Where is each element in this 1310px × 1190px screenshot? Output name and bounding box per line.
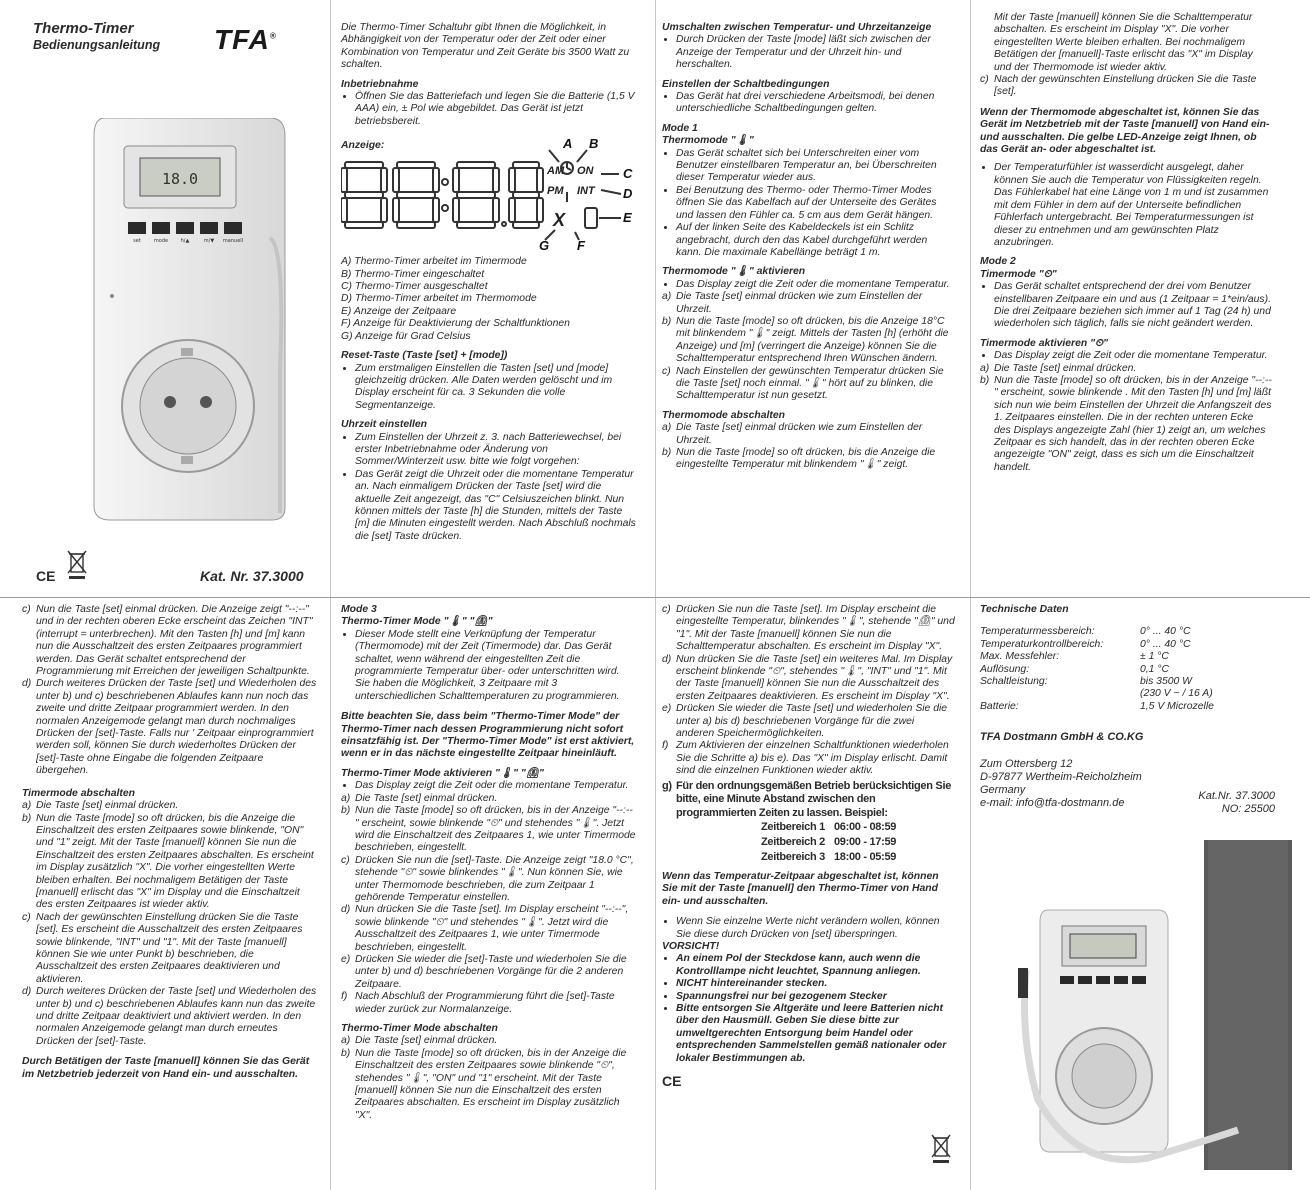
column-divider: [330, 598, 331, 1190]
step-item: a) Die Taste [set] einmal drücken.: [22, 800, 179, 812]
column-divider: [330, 0, 331, 597]
tt-akt-intro: • Das Display zeigt die Zeit oder die momentane Temperatur.: [355, 780, 636, 792]
product-title: Thermo-Timer: [33, 20, 134, 37]
step-item: a) Die Taste [set] einmal drücken.: [341, 1035, 498, 1047]
mode1-column: [662, 22, 954, 472]
svg-text:h/▲: h/▲: [180, 238, 190, 244]
weee-bin-icon: [66, 548, 88, 580]
thermo-item: • Auf der linken Seite des Kabeldeckels ist ein Schlitz angebracht, durch den das Kabel durchgeführt werden kann. Die maximale Kabellänge beträgt 1 m.: [676, 222, 954, 259]
timer-item: • Das Gerät schaltet entsprechend der drei vom Benutzer einstellbaren Zeitpaare ein und aus (1 Zeitpaar = 1*ein/aus). Die drei Zeitpaare beziehen sich immer auf 1 Tag (24 h) und wiederholen sich täglich, falls sie nicht geändert werden.: [994, 281, 1272, 331]
tt-manuell-note: Wenn das Temperatur-Zeitpaar abgeschaltet ist, können Sie mit der Taste [manuell] den Thermo-Timer von Hand ein- und ausschalten.: [662, 870, 939, 907]
heading-timer-abschalten: Timermode abschalten: [22, 787, 135, 799]
step-item: b) Nun die Taste [mode] so oft drücken, bis in der Anzeige "--:--" erscheint, sowie blinkende "⏲" und stehendes "🌡". Jetzt wird die Einschaltzeit des Zeitpaares 1, wie unter Timermode beschrieben, eingestellt.: [341, 805, 636, 854]
heading-inbetriebnahme: Inbetriebnahme: [341, 78, 419, 90]
title-block: [33, 20, 160, 52]
product-no: NO: 25500: [1221, 803, 1275, 815]
ce-mark-bottom: CE: [662, 1073, 682, 1089]
step-item: f) Zum Aktivieren der einzelnen Schaltfunktionen wiederholen Sie die Schritte a) bis e). Das "X" im Display erlischt. Damit sind die einzelnen Funktionen wieder aktiv.: [662, 740, 949, 777]
display-legend: [341, 256, 638, 343]
step-item: b) Nun die Taste [mode] so oft drücken, bis die Anzeige die Einschaltzeit des ersten Zeitpaares sowie blinkende, "ON" und "1" zeigt. Mit der Taste [manuell] können Sie nun die Einschaltzeit des ersten Zeitpaares abschalten. Es erscheint im Display zusätzlich "X". Die vorher eingestellten Werte bleiben erhalten. Bei nochmaligem Betätigen der Taste [manuell] erlischt das "X" im Display und die Einschaltzeit des ersten Zeitpaares ist wieder aktiv.: [22, 812, 314, 911]
legend-item: G) Anzeige für Grad Celsius: [341, 330, 471, 342]
umschalten-item: • Durch Drücken der Taste [mode] läßt sich zwischen der Anzeige der Temperatur und der Uhrzeit hin- und herschalten.: [676, 34, 954, 71]
heading-uhrzeit: Uhrzeit einstellen: [341, 419, 428, 431]
legend-item: C) Thermo-Timer ausgeschaltet: [341, 281, 488, 293]
heading-thermo-timer: Thermo-Timer Mode "🌡" "⏲": [341, 616, 493, 628]
step-item: c) Drücken Sie nun die [set]-Taste. Die Anzeige zeigt "18.0 °C", stehende "⏲" sowie blinkendes "🌡". Nun können Sie, wie unter Thermomode beschrieben, die zum Zeitpaar 1 gehörende Temperatur einstellen.: [341, 854, 634, 903]
thermo-manuell-text: Mit der Taste [manuell] können Sie die Schalttemperatur abschalten. Es erscheint im Display "X". Die vorher eingestellten Werte bleiben erhalten. Bei nochmaligem Betätigen der [manuell]-Taste erlischt das "X" im Display und der Thermomode ist wieder aktiv.: [994, 12, 1253, 73]
werte-item: • Wenn Sie einzelne Werte nicht verändern wollen, können Sie diese durch Drücken von [set] überspringen.: [676, 916, 955, 941]
thermo-akt-intro: • Das Display zeigt die Zeit oder die momentane Temperatur.: [676, 279, 954, 291]
table-row: Auflösung: 0,1 °C: [980, 663, 1169, 675]
heading-thermo-abschalten: Thermomode abschalten: [662, 409, 785, 421]
step-item: e) Drücken Sie wieder die Taste [set] und wiederholen Sie die unter a) bis d) beschriebenen Vorgänge für die zwei anderen Speichermöglichkeiten.: [662, 703, 948, 740]
label-b: B: [589, 136, 599, 152]
x-indicator: X: [553, 210, 566, 231]
timer-akt-intro: • Das Display zeigt die Zeit oder die momentane Temperatur.: [994, 350, 1272, 362]
thermo-bold-note: Wenn der Thermomode abgeschaltet ist, können Sie das Gerät im Netzbetrieb mit der Taste [manuell] von Hand ein- und ausschalten. Die gelbe LED-Anzeige zeigt Ihnen, ob das Gerät an- oder abgeschaltet ist.: [980, 106, 1270, 156]
step-item: c) Nach Einstellen der gewünschten Temperatur drücken Sie die Taste [set] noch einmal. "🌡" hört auf zu blinken, die Schalttemperatur ist nun gesetzt.: [662, 365, 944, 402]
fuehler-item: • Der Temperaturfühler ist wasserdicht ausgelegt, daher können Sie auch die Temperatur von Flüssigkeiten regeln. Das Fühlerkabel hat eine Länge von 1 m und ist zusammen mit dem Fühler in dem auf der Unterseite befindlichen Fühlerfach untergebracht. Bei Temperaturmessungen ist dieser zu entnehmen und am gewünschten Platz anzubringen.: [994, 162, 1272, 249]
table-row: Temperaturkontrollbereich: 0° ... 40 °C: [980, 638, 1191, 650]
heading-timer-aktivieren: Timermode aktivieren "⏲": [980, 337, 1109, 349]
heading-thermomode: Thermomode "🌡": [662, 135, 754, 147]
label-g: G: [539, 238, 550, 251]
heading-timermode: Timermode "⏲": [980, 268, 1057, 280]
table-row: Zeitbereich 2 09:00 - 17:59: [761, 835, 897, 848]
label-d: D: [623, 186, 633, 202]
step-item: a) Die Taste [set] einmal drücken.: [341, 792, 498, 804]
heading-mode3: Mode 3: [341, 604, 377, 615]
heading-thermo-aktivieren: Thermomode "🌡" aktivieren: [662, 266, 806, 278]
heading-tt-aktivieren: Thermo-Timer Mode aktivieren "🌡" "⏲": [341, 767, 544, 779]
mode3-column: [341, 604, 636, 1122]
heading-mode2: Mode 2: [980, 256, 1016, 268]
vorsicht-item: • Spannungsfrei nur bei gezogenem Stecker: [676, 991, 955, 1003]
label-e: E: [623, 210, 632, 226]
product-photo: [1008, 840, 1293, 1175]
pm-indicator: PM: [547, 185, 564, 198]
legend-item: D) Thermo-Timer arbeitet im Thermomode: [341, 293, 537, 305]
catalog-number: Kat. Nr. 37.3000: [200, 568, 304, 584]
legend-item: B) Thermo-Timer eingeschaltet: [341, 268, 485, 280]
legend-item: A) Thermo-Timer arbeitet im Timermode: [341, 256, 527, 268]
weee-bin-icon: [930, 1132, 952, 1164]
display-diagram: [341, 132, 638, 250]
step-item: b) Nun die Taste [mode] so oft drücken, bis die Anzeige die eingestellte Temperatur mit blinkendem "🌡" zeigt.: [662, 447, 936, 471]
heading-tech: Technische Daten: [980, 604, 1069, 615]
step-item: d) Durch weiteres Drücken der Taste [set] und Wiederholen des unter b) und c) beschriebenen Ablaufes kann nun das zweite und dritte Zeitpaar deaktiviert und aktiviert werden. In den normalen Anzeigemode gelangt man durch erneutes Drücken der [set]-Taste.: [22, 986, 317, 1047]
step-item: a) Die Taste [set] einmal drücken wie zum Einstellen der Uhrzeit.: [662, 422, 923, 446]
tt-bold-note: Bitte beachten Sie, dass beim "Thermo-Timer Mode" der Thermo-Timer nach dessen Programmierung nicht sofort einsatzfähig ist. Der "Thermo-Timer Mode" ist erst aktiviert, wenn er in das nächste eingestellte Zeitpaar hineinläuft.: [341, 711, 635, 760]
label-f: F: [577, 238, 585, 251]
thermo-item: • Das Gerät schaltet sich bei Unterschreiten einer vom Benutzer einstellbaren Temperatur an, bei Überschreiten dieser Temperatur wieder aus.: [676, 148, 954, 185]
tech-data-column: [980, 604, 1280, 815]
table-row: Batterie: 1,5 V Microzelle: [980, 700, 1214, 712]
step-item: c) Nach der gewünschten Einstellung drücken Sie die Taste [set]. Es erscheint die Ausschaltzeit des ersten Zeitpaares sowie blinkende, "INT" und "1". Mit der Taste [manuell] können Sie wie unter Punkt b) beschrieben, die Ausschaltzeit des ersten Zeitpaares deaktivieren und aktivieren.: [22, 911, 303, 985]
step-item: c) Nach der gewünschten Einstellung drücken Sie die Taste [set].: [980, 74, 1257, 98]
step-item: d) Nun drücken Sie die Taste [set] ein weiteres Mal. Im Display erscheint blinkende "⏲", stehendes "🌡", "INT" und "1". Mit der Taste [manuell] können Sie nun die Ausschaltzeit des ersten Zeitpaares deaktivieren. Es erscheint im Display "X".: [662, 653, 953, 702]
step-item: a) Die Taste [set] einmal drücken wie zum Einstellen der Uhrzeit.: [662, 291, 923, 315]
lcd-segments: [341, 132, 638, 250]
tfa-logo: TFA®: [214, 24, 277, 55]
step-item: b) Nun die Taste [mode] so oft drücken, bis in der Anzeige "--:--" erscheint, sowie blinkende . Mit den Tasten [h] und [m] läßt sich nun wie beim Einstellen der Uhrzeit die Anfangszeit des 1. Zeitpaares einstellen. Die in der rechten unteren Ecke des Displays angezeigte Zahl (hier 1) zeigt an, um welches Zeitpaar es sich handelt, das in der rechten oberen Ecke angezeigte "ON" zeigt, dass es sich um die Einschaltzeit handelt.: [980, 374, 1272, 473]
schaltbed-item: • Das Gerät hat drei verschiedene Arbeitsmodi, bei denen unterschiedliche Schaltbedingungen gelten.: [676, 91, 954, 116]
table-row: (230 V ~ / 16 A): [1140, 688, 1213, 700]
reset-item: • Zum erstmaligen Einstellen die Tasten [set] und [mode] gleichzeitig drücken. Alle Daten werden gelöscht und im Display erscheint für ca. 3 Sekunden die volle Segmentanzeige.: [355, 363, 638, 413]
column-divider: [970, 0, 971, 597]
step-item: b) Nun die Taste [mode] so oft drücken, bis in der Anzeige die Einschaltzeit des ersten Zeitpaares sowie blinkende "⏲", stehendes "🌡", "ON" und "1" erscheint. Mit der Taste [manuell] können Sie nun die Einschaltzeit des ersten Zeitpaares abschalten. Es erscheint im Display zusätzlich "X".: [341, 1047, 627, 1121]
vorsicht-item: • Bitte entsorgen Sie Altgeräte und leere Batterien nicht über den Hausmüll. Geben Sie diese bitte zur umweltgerechten Entsorgung beim Handel oder entsprechenden Sammelstellen gemäß nationaler oder lokaler Bestimmungen ab.: [676, 1003, 955, 1065]
am-indicator: AM: [547, 165, 565, 178]
heading-tt-abschalten: Thermo-Timer Mode abschalten: [341, 1023, 498, 1034]
label-c: C: [623, 166, 633, 182]
table-row: Zeitbereich 3 18:00 - 05:59: [761, 850, 897, 863]
step-item: a) Die Taste [set] einmal drücken.: [980, 362, 1137, 374]
device-illustration: [80, 118, 290, 523]
column-divider: [655, 0, 656, 597]
time-range-note: g) Für den ordnungsgemäßen Betrieb berücksichtigen Sie bitte, eine Minute Abstand zwischen den programmierten Zeiten zu lassen. Beispiel: Zeitbereich 1 06:00 - 08:59 Zeitbereich 2 09:00 - 17:59 Zeitbereich 3 18:00 - 05:59: [662, 779, 952, 863]
company-name: TFA Dostmann GmbH & CO.KG: [980, 731, 1144, 744]
manual-subtitle: Bedienungsanleitung: [33, 38, 161, 52]
catalog-info: [1180, 790, 1275, 816]
uhrzeit-item: • Zum Einstellen der Uhrzeit z. 3. nach Batteriewechsel, bei erster Inbetriebnahme oder Änderung von Sommer/Winterzeit usw. bitte wie folgt vorgehen:: [355, 432, 638, 469]
intro-text: Die Thermo-Timer Schaltuhr gibt Ihnen die Möglichkeit, in Abhängigkeit von der Temperatur oder der Zeit oder einer Kombination von Temperatur und Zeit Geräte bis 3500 Watt zu schalten.: [341, 22, 630, 71]
catalog-number: Kat.Nr. 37.3000: [1198, 790, 1275, 802]
svg-text:set: set: [133, 238, 141, 244]
display-label: Anzeige:: [341, 140, 385, 152]
svg-text:m/▼: m/▼: [203, 238, 215, 244]
thermo-item: • Bei Benutzung des Thermo- oder Thermo-Timer Modes öffnen Sie das Kabelfach auf der Unterseite des Gerätes und lassen den Fühler ca. 5 cm aus dem Gerät hängen.: [676, 185, 954, 222]
intro-column: [341, 22, 638, 543]
step-item: c) Drücken Sie nun die Taste [set]. Im Display erscheint die eingestellte Temperatur, blinkendes "🌡", stehende "⏲" und "1". Mit der Taste [manuell] können Sie nun die Schalttemperatur abschalten. Es erscheint im Display "X".: [662, 604, 955, 653]
vorsicht-item: • NICHT hintereinander stecken.: [676, 978, 955, 990]
step-item: d) Durch weiteres Drücken der Taste [set] und Wiederholen des unter b) und c) beschriebenen Ablaufes kann nun noch das zweite und dritte Zeitpaar programmiert werden. In den normalen Anzeigemode gelangt man durch nochmaliges Drücken der [set]-Taste. Falls nur ' Zeitpaar einprogrammiert werden soll, können Sie durch wiederholtes Drücken der [set]-Taste ohne Eingabe die folgenden Zeitpaare übergehen.: [22, 678, 317, 777]
int-indicator: INT: [577, 185, 595, 198]
heading-reset: Reset-Taste (Taste [set] + [mode]): [341, 350, 508, 362]
address-line: Zum Ottersberg 12: [980, 757, 1073, 770]
column-divider: [970, 598, 971, 1190]
vorsicht-item: • An einem Pol der Steckdose kann, auch wenn die Kontrolllampe nicht leuchtet, Spannung anliegen.: [676, 953, 955, 978]
table-row: Schaltleistung: bis 3500 W: [980, 676, 1192, 688]
zeitbereich-table: [760, 820, 897, 865]
step-item: c) Nun die Taste [set] einmal drücken. Die Anzeige zeigt "--:--" und in der rechten oberen Ecke erscheint das Zeichen "INT" (interrupt = unterbrechen). Mit den Tasten [h] und [m] kann nun die Ausschaltzeit des ersten Zeitpaares programmiert werden. Das Gerät schaltet entsprechend der Programmierung mit Erreichen der jeweiligen Schaltpunkte.: [22, 604, 313, 678]
svg-text:18.0: 18.0: [161, 170, 199, 188]
address-line: Germany: [980, 783, 1026, 796]
heading-mode1: Mode 1: [662, 122, 698, 134]
legend-item: E) Anzeige der Zeitpaare: [341, 305, 457, 317]
table-row: Temperaturmessbereich: 0° ... 40 °C: [980, 626, 1191, 638]
step-item: b) Nun die Taste [mode] so oft drücken, bis die Anzeige 18°C mit blinkendem "🌡" zeigt. Mittels der Tasten [h] (erhöht die Anzeige) und [m] (verringert die Anzeige) können Sie die Schalttemperatur entsprechend Ihren Wünschen ändern.: [662, 315, 949, 365]
tech-table: [980, 626, 1214, 713]
label-a: A: [563, 136, 573, 152]
mode3-continued-column: [662, 604, 955, 1087]
step-item: f) Nach Abschluß der Programmierung führt die [set]-Taste wieder zurück zur Normalanzeige.: [341, 991, 615, 1015]
svg-text:mode: mode: [153, 238, 169, 244]
email-link[interactable]: e-mail: info@tfa-dostmann.de: [980, 796, 1125, 809]
tt-item: • Dieser Mode stellt eine Verknüpfung der Temperatur (Thermomode) mit der Zeit (Timermode) dar. Das Gerät schaltet, wenn während der eingestellten Zeit die programmierte Temperatur über- oder unterschritten wird. Sie haben die Möglichkeit, 3 Zeitpaare mit 3 unterschiedlichen Schalttemperaturen zu programmieren.: [355, 629, 636, 703]
heading-schaltbedingungen: Einstellen der Schaltbedingungen: [662, 78, 830, 90]
legend-item: F) Anzeige für Deaktivierung der Schaltfunktionen: [341, 318, 570, 330]
heading-umschalten: Umschalten zwischen Temperatur- und Uhrzeitanzeige: [662, 22, 932, 33]
ce-mark: CE: [36, 568, 56, 584]
column-divider: [655, 598, 656, 1190]
timer-bold-note: Durch Betätigen der Taste [manuell] können Sie das Gerät im Netzbetrieb jederzeit von Hand ein- und ausschalten.: [22, 1056, 310, 1080]
inbetrieb-item: • Öffnen Sie das Batteriefach und legen Sie die Batterie (1,5 V AAA) ein, ± Pol wie abgebildet. Das Gerät ist jetzt betriebsbereit.: [355, 91, 638, 128]
address-line: D-97877 Wertheim-Reicholzheim: [980, 770, 1142, 783]
table-row: Zeitbereich 1 06:00 - 08:59: [761, 820, 897, 833]
timer-continued-column: [22, 604, 317, 1081]
svg-text:manuell: manuell: [222, 238, 244, 244]
on-indicator: ON: [577, 165, 594, 178]
table-row: Max. Messfehler: ± 1 °C: [980, 651, 1169, 663]
step-item: e) Drücken Sie wieder die [set]-Taste und wiederholen Sie die unter b) und d) beschriebenen Vorgänge für die 2 anderen Zeitpaare.: [341, 953, 627, 990]
mode2-column: [980, 12, 1272, 474]
heading-vorsicht: VORSICHT!: [662, 940, 720, 952]
uhrzeit-item: • Das Gerät zeigt die Uhrzeit oder die momentane Temperatur an. Nach einmaligem Drücken der Taste [set] wird die aktuelle Zeit angezeigt, das "C" Celsiuszeichen blinkt. Nun können mittels der Taste [h] die Stunden, mittels der Taste [m] die Minuten eingestellt werden. Nach Abschluß nochmals die [set] Taste drücken.: [355, 469, 638, 543]
step-item: d) Nun drücken Sie die Taste [set]. Im Display erscheint "--:--", sowie blinkende "⏲" und stehendes "🌡". Jetzt wird die Ausschaltzeit des Zeitpaares 1, wie unter Timermode beschrieben, eingestellt.: [341, 904, 629, 953]
